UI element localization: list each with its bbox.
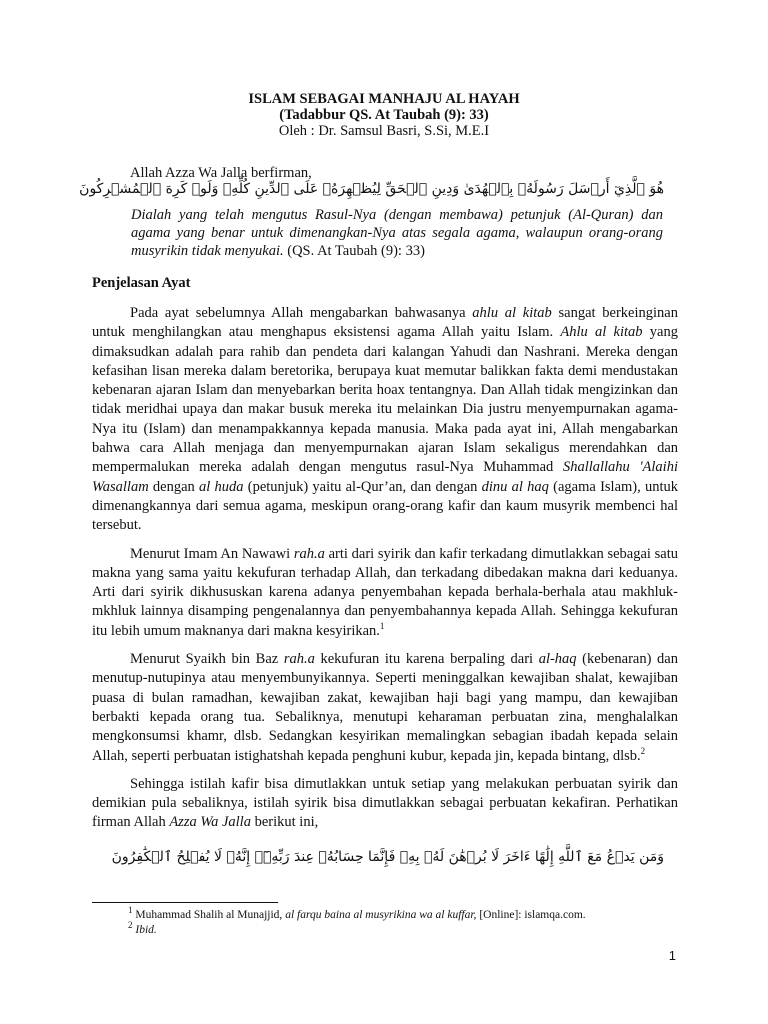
italic-term: rah.a	[283, 651, 315, 668]
italic-term: al-haq	[538, 651, 577, 668]
paragraph-4	[92, 775, 678, 833]
text-run: (petunjuk) yaitu al-Qur’an, dan dengan	[243, 478, 482, 495]
verse-translation	[131, 206, 663, 260]
paragraph-2	[92, 545, 678, 641]
footnote-number: 2	[128, 920, 133, 931]
text-run: dengan	[148, 478, 200, 495]
italic-term: ahlu al kitab	[472, 305, 552, 321]
text-run: [Online]: islamqa.com.	[476, 909, 586, 921]
footnote-1	[128, 905, 586, 923]
text-run: Sehingga istilah kafir bisa dimutlakkan untuk setiap yang melakukan perbuatan syirik dan demikian pula sebaliknya, istilah syirik bisa dimutlakkan sebagai perbuatan kekafiran. Perhatikan firman Allah	[92, 775, 678, 831]
text-run: (agama Islam), untuk dimenangkannya dari semua agama, meskipun orang-orang kafir dan kaum musyrik membenci hal tersebut.	[92, 478, 678, 534]
footnote-2	[128, 920, 586, 938]
footnotes	[128, 905, 586, 938]
italic-term: Shallallahu 'Alaihi Wasallam	[92, 459, 678, 495]
text-run: berikut ini,	[250, 814, 319, 831]
author-line: Oleh : Dr. Samsul Basri, S.Si, M.E.I	[278, 123, 490, 139]
text-run: Pada ayat sebelumnya Allah mengabarkan bahwasanya	[130, 305, 473, 321]
text-run: arti dari syirik dan kafir terkadang dimutlakkan sebagai satu makna yang sama yaitu kekufuran terhadap Allah, dan terkadang dibedakan makna dari keduanya. Arti dari syirik dikhususkan karena adanya penyembahan kepada berhala-berhala atau makhluk-mkhluk lainnya disamping pengenalannya dan penyembahannya kepada Allah. Sehingga kekufuran itu lebih umum maknanya dari makna kesyirikan.	[92, 545, 679, 639]
italic-term: rah.a	[293, 545, 325, 562]
footnote-ref-2[interactable]: 2	[640, 745, 646, 756]
text-run: Menurut Syaikh bin Baz	[130, 651, 284, 668]
translation-ref: (QS. At Taubah (9): 33)	[283, 243, 425, 259]
italic-term: al huda	[199, 478, 244, 495]
intro-line: Allah Azza Wa Jalla berfirman,	[130, 165, 312, 181]
text-run: sangat berkeinginan untuk menghilangkan atau menghapus eksistensi agama Allah yaitu Islam.	[92, 305, 678, 341]
italic-term: al farqu baina al musyrikina wa al kuffar,	[285, 909, 477, 921]
paragraph-3	[92, 650, 678, 766]
footnote-ref-1[interactable]: 1	[379, 620, 385, 631]
text-run: (kebenaran) dan menutup-nutupinya atau menyembunyikannya. Seperti meninggalkan kewajiban shalat, kewajiban puasa di bulan ramadhan, kewajiban zakat, kewajiban haji bagi yang mampu, dan kewajiban berbakti kepada orang tua. Sebaliknya, menutupi keharaman perbuatan zina, menghalalkan mengkonsumsi khamr, dlsb. Sedangkan kesyirikan memalingkan sebagian ibadah kepada selain Allah, seperti perbuatan istighatshah kepada penghuni kubur, kepada jin, kepada bintang, dlsb.	[92, 651, 678, 764]
quran-verse-arabic-2: وَمَن يَدۡعُ مَعَ ٱللَّهِ إِلَٰهًا ءَاخَرَ لَا بُرۡهَٰنَ لَهُۥ بِهِۦ فَإِنَّمَا حِسَابُهُۥ عِندَ رَبِّهِۦٓۚ إِنَّهُۥ لَا يُفۡلِحُ ٱلۡكَٰفِرُونَ	[111, 849, 664, 865]
page-number: 1	[668, 948, 676, 963]
text-run: kekufuran itu karena berpaling dari	[314, 651, 539, 668]
footnote-divider	[92, 902, 278, 903]
section-heading: Penjelasan Ayat	[92, 275, 191, 291]
text-run: yang dimaksudkan adalah para rahib dan pendeta dari kalangan Yahudi dan Nashrani. Mereka dengan kefasihan lisan mereka dalam beretorika, berupaya kuat memutar balikkan fakta demi mendustakan kebenaran ajaran Islam dan menyebarkan berita hoax tentangnya. Dan Allah tidak mengizinkan dan tidak meridhai upaya dan makar busuk mereka itu melainkan Dia justru menyempurnakan agama-Nya itu (Islam) dan menampakkannya kepada manusia. Maka pada ayat ini, Allah mengabarkan bahwa cara Allah menjaga dan menyempurnakan ajaran Islam sekaligus merendahkan dan mempermalukan mereka adalah dengan mengutus rasul-Nya Muhammad	[92, 324, 678, 476]
translation-text: Dialah yang telah mengutus Rasul-Nya (dengan membawa) petunjuk (Al-Quran) dan agama yang benar untuk dimenangkan-Nya atas segala agama, walaupun orang-orang musyrikin tidak menyukai.	[131, 207, 663, 259]
italic-term: Ahlu al kitab	[560, 324, 643, 341]
document-subtitle: (Tadabbur QS. At Taubah (9): 33)	[279, 107, 489, 123]
footnote-number: 1	[128, 905, 133, 916]
italic-term: Azza Wa Jalla	[169, 814, 251, 831]
text-run: Menurut Imam An Nawawi	[130, 545, 294, 562]
italic-term: dinu al haq	[481, 478, 549, 495]
document-title: ISLAM SEBAGAI MANHAJU AL HAYAH	[248, 91, 520, 107]
paragraph-1	[92, 304, 678, 536]
document-header	[0, 91, 768, 139]
body-text	[92, 304, 678, 842]
italic-term: Ibid.	[135, 924, 157, 936]
text-run: Muhammad Shalih al Munajjid,	[132, 909, 286, 921]
quran-verse-arabic: هُوَ ٱلَّذِيٓ أَرۡسَلَ رَسُولَهُۥ بِٱلۡهُدَىٰ وَدِينِ ٱلۡحَقِّ لِيُظۡهِرَهُۥ عَلَى ٱلدِّينِ كُلِّهِۦ وَلَوۡ كَرِهَ ٱلۡمُشۡرِكُونَ	[79, 181, 664, 197]
